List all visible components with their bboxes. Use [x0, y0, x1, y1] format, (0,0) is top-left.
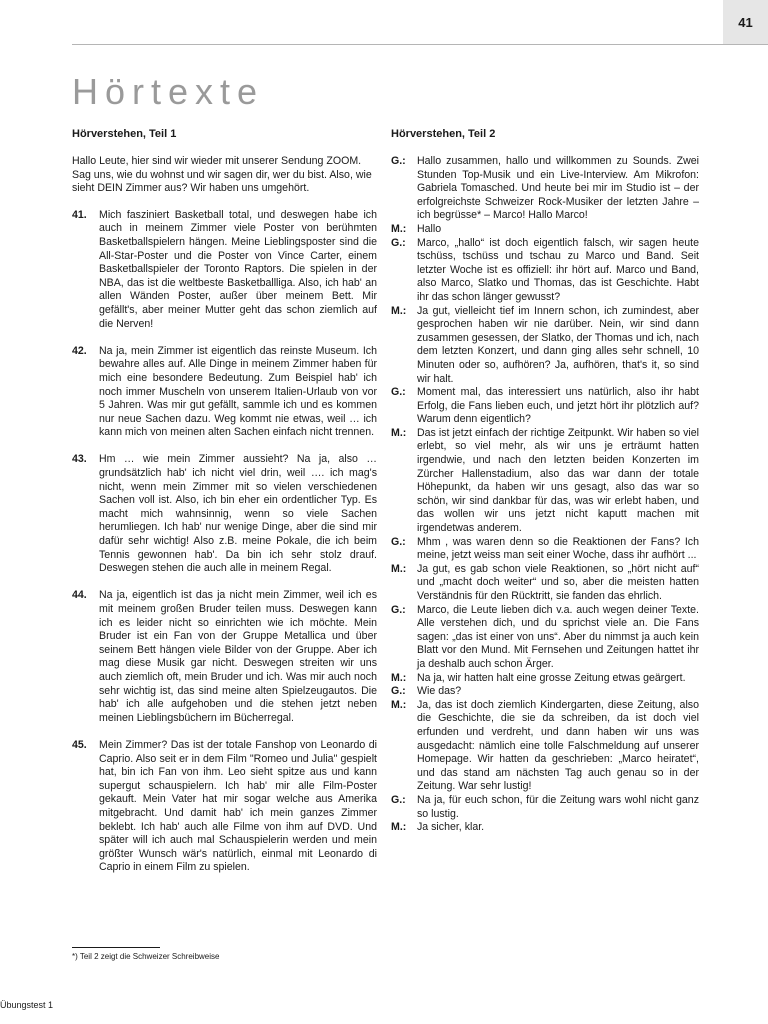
item-text: Na ja, eigentlich ist das ja nicht mein Zimmer, weil ich es mit meinem großen Bruder teilen muss. Deswegen kann ich es leider nicht so einrichten wie ich möchte. Mein Bruder ist ein Fan von der Gruppe Metallica und über seinem Bett hängen viele Bilder von der Gruppe. Aber ich mag diese Musik gar nicht. Deswegen streiten wir uns auch ziemlich oft, mein Bruder und ich. Was mir auch noch sehr wichtig ist, das sind meine alten Spielzeugautos. Die hab' ich alle aufgehoben und die stehen jetzt neben meinen Lieblingsbüchern im Bücherregal. — [99, 589, 377, 724]
header-divider — [72, 44, 768, 45]
dialogue-line — [391, 672, 699, 686]
left-column — [72, 127, 377, 888]
footnote: *) Teil 2 zeigt die Schweizer Schreibweise — [72, 952, 220, 961]
speaker-label: M.: — [391, 698, 407, 711]
dialogue-line — [391, 536, 699, 563]
utterance: Ja gut, es gab schon viele Reaktionen, so „hört nicht auf“ und „macht doch weiter“ und so, aber die meisten hatten Verständnis für den Rücktritt, sie fanden das ehrlich. — [417, 562, 699, 602]
speaker-label: M.: — [391, 304, 407, 317]
transcript-item — [72, 345, 377, 440]
section-heading-teil-2: Hörverstehen, Teil 2 — [391, 128, 496, 140]
dialogue-line — [391, 237, 699, 305]
dialogue-line — [391, 155, 699, 223]
dialogue-line — [391, 821, 699, 835]
speaker-label: G.: — [391, 603, 406, 616]
speaker-label: M.: — [391, 222, 407, 235]
utterance: Na ja, für euch schon, für die Zeitung wars wohl nicht ganz so lustig. — [417, 793, 699, 820]
item-text: Hm … wie mein Zimmer aussieht? Na ja, also … grundsätzlich hab' ich nicht viel drin, weil …. ich mag's nicht, wenn mein Zimmer mit so vielen verschiedenen Sachen voll ist. Also, ich bin eher ein ordentlicher Typ. Es macht mich wahnsinnig, wenn so viele Sachen herumliegen. Ich hab' nur wenige Dinge, aber die sind mir dafür sehr wichtig! Also z.B. meine Pokale, die ich beim Tennis gewonnen hab'. Da bin ich sehr stolz drauf. Deswegen stehen die auch alle in meinem Regal. — [99, 453, 377, 575]
transcript-item — [72, 589, 377, 725]
speaker-label: G.: — [391, 155, 406, 167]
utterance: Ja sicher, klar. — [417, 821, 485, 834]
right-column — [391, 127, 699, 835]
utterance: Wie das? — [417, 685, 462, 698]
dialogue-line — [391, 685, 699, 699]
utterance: Na ja, wir hatten halt eine grosse Zeitung etwas geärgert. — [417, 671, 686, 684]
speaker-label: G.: — [391, 236, 406, 249]
transcript-item — [72, 453, 377, 575]
page-number: 41 — [723, 0, 768, 44]
utterance: Hallo — [417, 222, 442, 235]
speaker-label: G.: — [391, 386, 406, 399]
speaker-label: M.: — [391, 562, 407, 575]
dialogue-line — [391, 794, 699, 821]
dialogue-line — [391, 427, 699, 536]
dialogue-line — [391, 563, 699, 604]
transcript-item — [72, 209, 377, 331]
footer-label: Übungstest 1 — [0, 1000, 54, 1010]
item-number: 41. — [72, 208, 87, 221]
footnote-divider — [72, 947, 160, 948]
item-number: 44. — [72, 589, 87, 602]
utterance: Moment mal, das interessiert uns natürlich, also ihr habt Erfolg, die Fans lieben euch, und jetzt hört ihr plötzlich auf? Warum denn eigentlich? — [417, 386, 699, 426]
speaker-label: M.: — [391, 671, 407, 684]
utterance: Ja gut, vielleicht tief im Innern schon, ich zumindest, aber gesprochen haben wir nie darüber. Nein, wir sind dann zusammen gesessen, der Slatko, der Thomas und ich, nach dem letzten Konzert, und dann ging alles sehr schnell, 10 Minuten oder so, aufhören? Ja, aufhören, that's it, so sind wir halt. — [417, 304, 699, 385]
page-title: Hörtexte — [72, 71, 265, 112]
speaker-label: G.: — [391, 793, 406, 806]
dialogue-line — [391, 386, 699, 427]
utterance: Das ist jetzt einfach der richtige Zeitpunkt. Wir haben so viel erlebt, so viel mehr, als wir uns je erträumt hatten irgendwie, und nach den letzten beiden Konzerten im Zürcher Hallenstadium, also das war dann der totale Höhepunkt, da haben wir uns gesagt, also das war so schön, wir sind dankbar für das, was wir erlebt haben, und das wollen wir uns jetzt nicht kaputt machen mit irgendetwas anderem. — [417, 426, 699, 535]
item-text: Mein Zimmer? Das ist der totale Fanshop von Leonardo di Caprio. Also seit er in dem Film "Romeo und Julia" gespielt hat, bin ich Fan von ihm. Leo sieht spitze aus und kann supergut schauspielern. Ich hab' mir alle Film-Poster gekauft. Mein Vater hat mir sogar welche aus Amerika mitgebracht. Und damit hab' ich mein ganzes Zimmer beklebt. Ich hab' auch alle Filme von ihm auf DVD. Und später will ich auch mal Schauspielerin werden und mein größter Wunsch wär's natürlich, einmal mit Leonardo di Caprio in einem Film zu spielen. — [99, 738, 377, 874]
transcript-item — [72, 739, 377, 875]
item-number: 45. — [72, 738, 87, 751]
dialogue-line — [391, 699, 699, 794]
speaker-label: G.: — [391, 685, 406, 698]
utterance: Mhm , was waren denn so die Reaktionen der Fans? Ich meine, jetzt weiss man seit einer Woche, dass ihr aufhört ... — [417, 535, 699, 562]
item-text: Na ja, mein Zimmer ist eigentlich das reinste Museum. Ich bewahre alles auf. Alle Dinge in meinem Zimmer haben für mich eine besondere Bedeutung. Zum Beispiel hab' ich noch immer Muscheln von unserem Italien-Urlaub von vor 5 Jahren. Was mir gut gefällt, sammle ich und es kommen nur neue Sachen dazu. Weg kommt nie etwas, weil … ich kann mich von meinen alten Sachen einfach nicht trennen. — [99, 344, 377, 439]
dialogue-line — [391, 604, 699, 672]
intro-paragraph: Hallo Leute, hier sind wir wieder mit unserer Sendung ZOOM. Sag uns, wie du wohnst und wir sagen dir, wer du bist. Also, wie sieht DEIN Zimmer aus? Wir haben uns umgehört. — [72, 155, 372, 195]
utterance: Marco, die Leute lieben dich v.a. auch wegen deiner Texte. Alle verstehen dich, und du sprichst viele an. Die Fans sagen: „das ist einer von uns“. Aber du nimmst ja auch kein Blatt vor den Mund. Mit Fernsehen und Zeitungen hattet ihr ja deshalb auch schon Ärger. — [417, 603, 699, 670]
dialogue-line — [391, 223, 699, 237]
item-number: 43. — [72, 453, 87, 466]
dialogue-line — [391, 305, 699, 387]
speaker-label: M.: — [391, 821, 407, 834]
speaker-label: M.: — [391, 426, 407, 439]
item-number: 42. — [72, 344, 87, 357]
section-heading-teil-1: Hörverstehen, Teil 1 — [72, 128, 177, 140]
utterance: Ja, das ist doch ziemlich Kindergarten, diese Zeitung, also die Geschichte, die sie da schreiben, da ist doch viel erfunden und verdreht, und dann haben wir uns was ausgedacht: nämlich eine tolle Falschmeldung auf unserer Homepage. Wir hatten da geschrieben: „Marco heiratet“, und das stand am nächsten Tag auch genau so in der Zeitung. War sehr lustig! — [417, 698, 699, 793]
utterance: Hallo zusammen, hallo und willkommen zu Sounds. Zwei Stunden Top-Musik und ein Live-Interview. Am Mikrofon: Gabriela Tomasched. Und heute bei mir im Studio ist – der erfolgreichste Schweizer Rock-Musiker der letzten Jahre – ich begrüsse* – Marco! Hallo Marco! — [417, 155, 699, 222]
utterance: Marco, „hallo“ ist doch eigentlich falsch, wir sagen heute tschüss, tschüss und tschau zu Marco und Band. Seit letzter Woche ist es offiziell: ihr hört auf. Marco und Band, also Marco, Slatko und Thomas, das ist Geschichte. Habt ihr das schon länger gewusst? — [417, 236, 699, 303]
item-text: Mich fasziniert Basketball total, und deswegen habe ich auch in meinem Zimmer viele Poster von berühmten Basketballspielern hängen. Meine Lieblingsposter sind die All-Star-Poster und die Poster von Vince Carter, einem Basketballspieler der Toronto Raptors. Die spielen in der NBA, das ist die weltbeste Basketballliga. Also, ich hab' an allen Wänden Poster, außer über meinem Bett. Mir gefällt's, aber meiner Mutter geht das schon ziemlich auf die Nerven! — [99, 208, 377, 330]
speaker-label: G.: — [391, 535, 406, 548]
